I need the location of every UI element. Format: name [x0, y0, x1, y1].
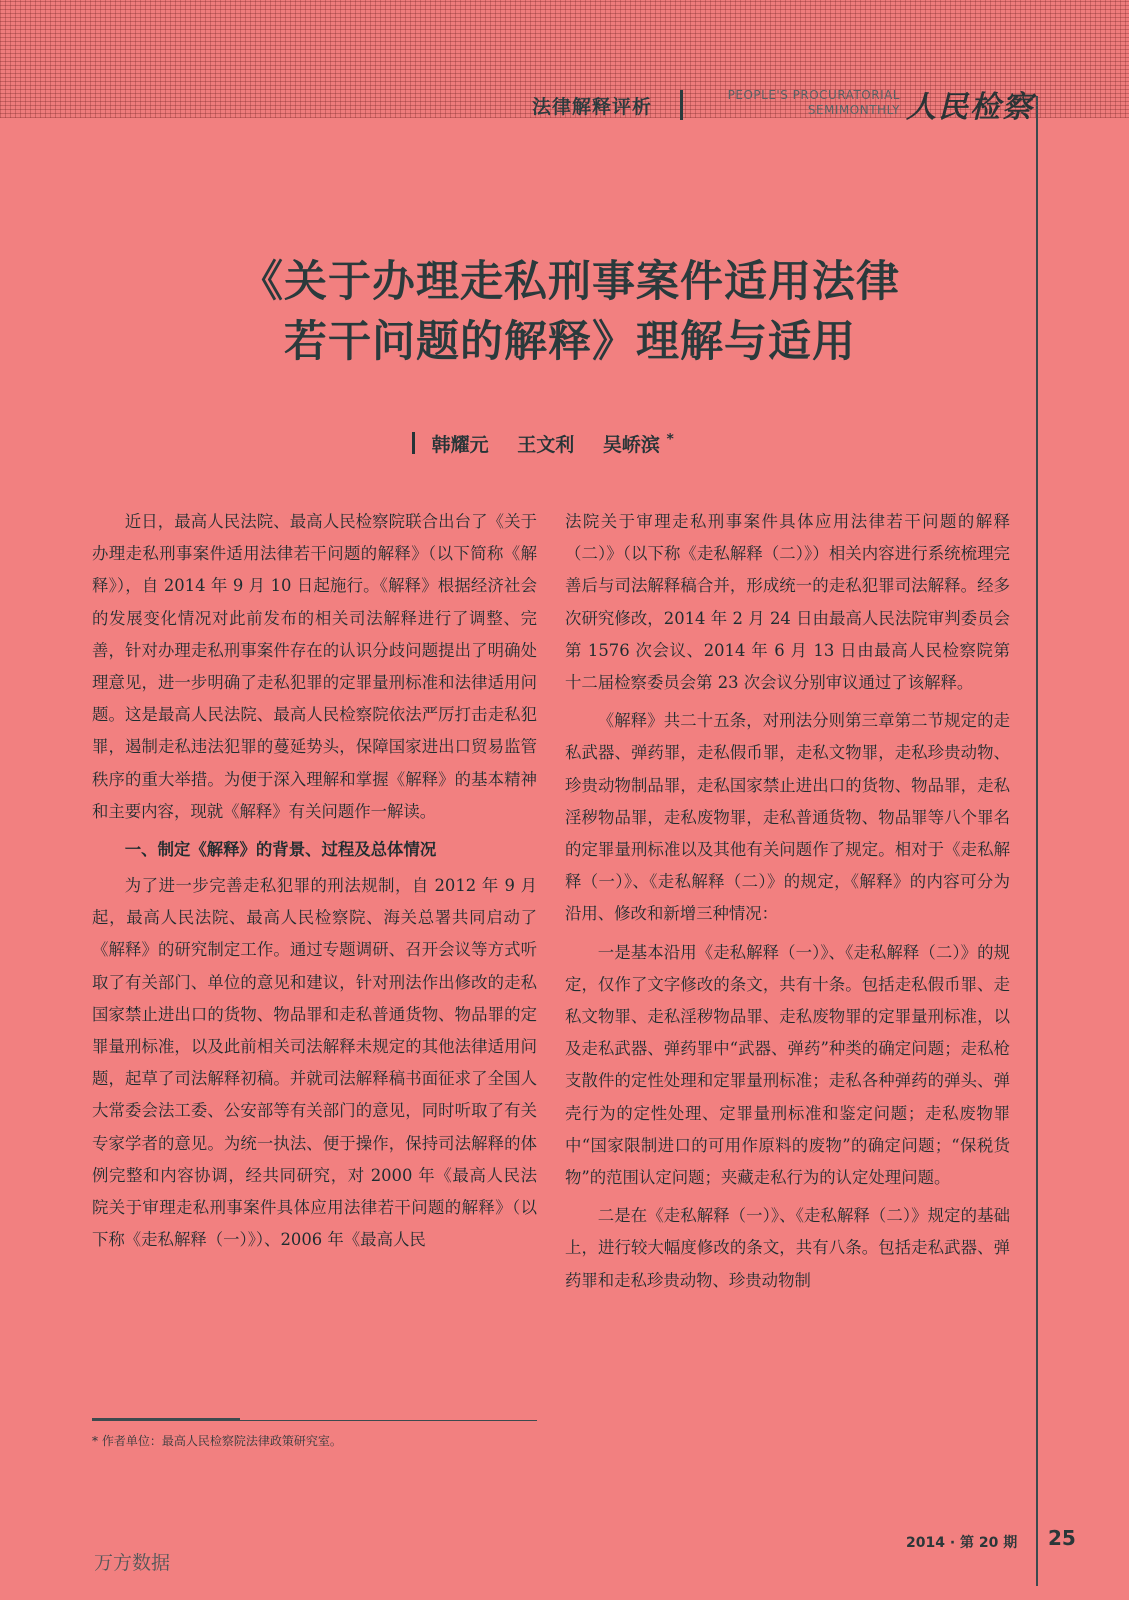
footnote-rule — [92, 1420, 537, 1421]
paragraph: 为了进一步完善走私犯罪的刑法规制，自 2012 年 9 月起，最高人民法院、最高人民检察院、海关总署共同启动了《解释》的研究制定工作。通过专题调研、召开会议等方式听取了有关部门、单位的意见和建议，针对刑法作出修改的走私国家禁止进出口的货物、物品罪和走私普通货物、物品罪的定罪量刑标准，以及此前相关司法解释未规定的其他法律适用问题，起草了司法解释初稿。并就司法解释稿书面征求了全国人大常委会法工委、公安部等有关部门的意见，同时听取了有关专家学者的意见。为统一执法、便于操作，保持司法解释的体例完整和内容协调，经共同研究，对 2000 年《最高人民法院关于审理走私刑事案件具体应用法律若干问题的解释》（以下称《走私解释（一）》）、2006 年《最高人民 — [92, 876, 537, 1250]
author-footnote-mark: * — [666, 431, 674, 448]
article-title — [160, 252, 980, 372]
author-name: 吴峤滨 — [602, 434, 660, 456]
paragraph: 法院关于审理走私刑事案件具体应用法律若干问题的解释（二）》（以下称《走私解释（二）》）相关内容进行系统梳理完善后与司法解释稿合并，形成统一的走私犯罪司法解释。经多次研究修改，2014 年 2 月 24 日由最高人民法院审判委员会第 1576 次会议、2014 年 6 月 13 日由最高人民检察院第十二届检察委员会第 23 次会议分别审议通过了该解释。 — [565, 512, 1010, 693]
paragraph: 近日，最高人民法院、最高人民检察院联合出台了《关于办理走私刑事案件适用法律若干问题的解释》（以下简称《解释》），自 2014 年 9 月 10 日起施行。《解释》根据经济社会的发展变化情况对此前发布的相关司法解释进行了调整、完善，针对办理走私刑事案件存在的认识分歧问题提出了明确处理意见，进一步明确了走私犯罪的定罪量刑标准和法律适用问题。这是最高人民法院、最高人民检察院依法严厉打击走私犯罪，遏制走私违法犯罪的蔓延势头，保障国家进出口贸易监管秩序的重大举措。为便于深入理解和掌握《解释》的基本精神和主要内容，现就《解释》有关问题作一解读。 — [92, 512, 537, 821]
author-bar — [412, 432, 415, 454]
title-line-1: 《关于办理走私刑事案件适用法律 — [240, 257, 900, 307]
page-margin-rule — [1036, 96, 1038, 1586]
magazine-english-name — [724, 88, 900, 118]
section-divider — [680, 90, 683, 120]
magazine-logo: 人民检察 — [906, 90, 1034, 125]
magazine-english-line1: PEOPLE'S PROCURATORIAL — [727, 88, 900, 102]
page-number: 25 — [1048, 1526, 1076, 1550]
paragraph: 一是基本沿用《走私解释（一）》、《走私解释（二）》的规定，仅作了文字修改的条文，共有十条。包括走私假币罪、走私文物罪、走私淫秽物品罪、走私废物罪的定罪量刑标准，以及走私武器、弹药罪中“武器、弹药”种类的确定问题；走私枪支散件的定性处理和定罪量刑标准；走私各种弹药的弹头、弹壳行为的定性处理、定罪量刑标准和鉴定问题；走私废物罪中“国家限制进口的可用作原料的废物”的确定问题；“保税货物”的范围认定问题；夹藏走私行为的认定处理问题。 — [565, 942, 1010, 1188]
paragraph: 《解释》共二十五条，对刑法分则第三章第二节规定的走私武器、弹药罪，走私假币罪，走私文物罪，走私珍贵动物、珍贵动物制品罪，走私国家禁止进出口的货物、物品罪，走私淫秽物品罪，走私废物罪，走私普通货物、物品罪等八个罪名的定罪量刑标准以及其他有关问题作了规定。相对于《走私解释（一）》、《走私解释（二）》的规定，《解释》的内容可分为沿用、修改和新增三种情况： — [565, 711, 1010, 924]
footnote-rule-accent — [92, 1418, 240, 1420]
author-line — [412, 430, 674, 457]
section-label: 法律解释评析 — [532, 96, 653, 118]
right-column — [565, 506, 1010, 1297]
paragraph: 二是在《走私解释（一）》、《走私解释（二）》规定的基础上，进行较大幅度修改的条文，共有八条。包括走私武器、弹药罪和走私珍贵动物、珍贵动物制 — [565, 1206, 1010, 1290]
author-name: 王文利 — [517, 434, 575, 456]
title-line-2: 若干问题的解释》理解与适用 — [284, 317, 856, 367]
author-name: 韩耀元 — [431, 434, 489, 456]
left-column — [92, 506, 537, 1256]
footnote: * 作者单位：最高人民检察院法律政策研究室。 — [92, 1434, 342, 1448]
watermark: 万方数据 — [94, 1552, 171, 1574]
issue-label: 2014 · 第 20 期 — [906, 1535, 1018, 1551]
magazine-english-line2: SEMIMONTHLY — [807, 103, 900, 117]
section-heading: 一、制定《解释》的背景、过程及总体情况 — [124, 840, 437, 860]
